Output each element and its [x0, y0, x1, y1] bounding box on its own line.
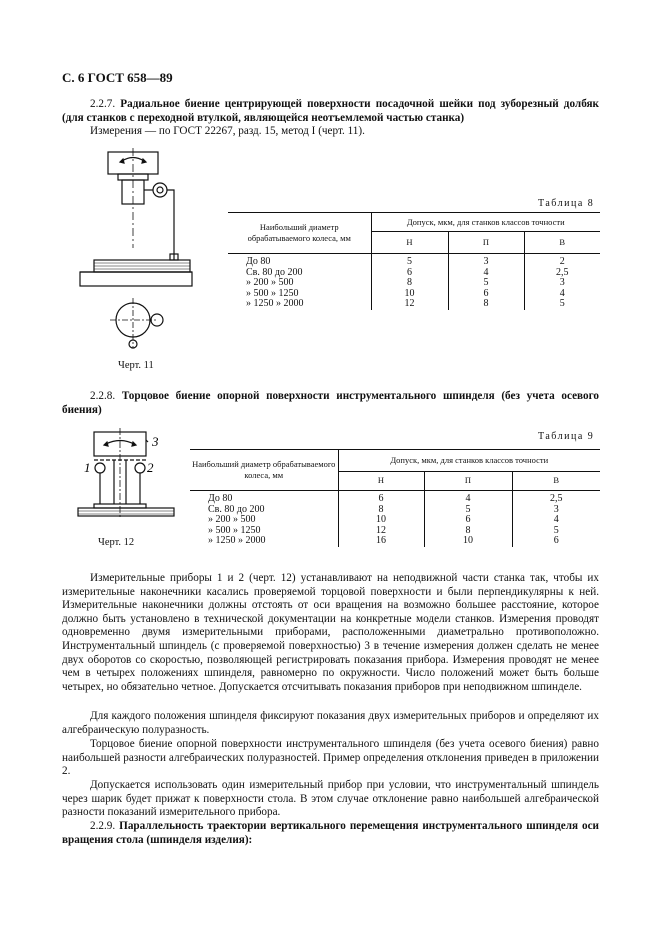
table-8	[228, 212, 600, 310]
table-9-group-header: Допуск, мкм, для станков классов точности	[338, 450, 600, 472]
section-title: Радиальное биение центрирующей поверхности посадочной шейки под зуборезный долбяк (для станков с переходной втулкой, являющейся неотъемлемой частью станка)	[62, 98, 600, 124]
table-cell: 10	[376, 514, 386, 526]
table-cell: 5	[465, 503, 471, 515]
table-8-label: Таблица 8	[538, 198, 595, 209]
section-2-2-8-heading	[62, 390, 599, 417]
table-8-class-p: П	[448, 232, 524, 254]
table-cell: 5	[553, 524, 559, 536]
table-cell: 16	[376, 535, 386, 547]
table-9	[190, 449, 600, 547]
figure-12-drawing	[76, 428, 186, 528]
table-cell: 2	[559, 256, 565, 267]
figure-12-label-3: 3	[152, 434, 159, 449]
table-cell: 8	[465, 524, 471, 536]
table-cell: 4	[559, 287, 565, 299]
table-row-label: До 80	[208, 493, 233, 504]
table-cell: 6	[378, 493, 384, 504]
section-number: 2.2.8.	[90, 390, 116, 402]
table-row-label: » 200 » 500	[208, 514, 256, 526]
table-row-label: » 200 » 500	[246, 277, 294, 289]
table-row-label: » 500 » 1250	[246, 287, 299, 299]
table-cell: 8	[483, 298, 489, 310]
table-cell: 10	[404, 287, 415, 299]
table-cell: 10	[463, 535, 473, 547]
table-row-label: До 80	[246, 256, 271, 267]
table-row-label: Св. 80 до 200	[208, 503, 265, 515]
table-cell: 8	[378, 503, 384, 515]
table-cell: 2,5	[550, 493, 563, 504]
table-row-label: » 1250 » 2000	[246, 298, 304, 310]
table-cell: 4	[483, 266, 489, 278]
page-header: С. 6 ГОСТ 658—89	[62, 70, 173, 85]
figure-12-label-2: 2	[147, 460, 154, 475]
table-cell: 5	[559, 298, 565, 310]
table-cell: 5	[483, 277, 489, 289]
table-cell: 3	[553, 503, 559, 515]
table-cell: 6	[407, 266, 412, 278]
table-8-class-h: Н	[371, 232, 448, 254]
table-9-col1-header: Наибольший диаметр обрабатываемого колеса, мм	[190, 450, 338, 491]
table-8-col1-header: Наибольший диаметр обрабатываемого колеса, мм	[228, 213, 371, 254]
table-cell: 2,5	[556, 266, 569, 278]
table-cell: 6	[553, 535, 559, 547]
section-title: Торцовое биение опорной поверхности инструментального шпинделя (без учета осевого биения)	[62, 390, 600, 416]
table-9-class-h: Н	[338, 471, 424, 490]
section-number: 2.2.7.	[90, 98, 116, 110]
table-8-group-header: Допуск, мкм, для станков классов точности	[371, 213, 600, 232]
table-cell: 4	[553, 514, 559, 526]
table-cell: 4	[465, 493, 471, 504]
figure-12-label-1: 1	[84, 460, 91, 475]
paragraph-1: Измерительные приборы 1 и 2 (черт. 12) устанавливают на неподвижной части станка так, чтобы их измерительные наконечники касались проверяемой торцовой поверхности и были перпендикулярны к ней. Измерительные наконечники должны отстоять от оси вращения на возможно большее расстояние, которое должно быть установлено в технической документации на конкретные модели станков. Измерения проводят одновременно двумя измерительными приборами, расположенными диаметрально противоположно. Инструментальный шпиндель (с проверяемой поверхностью) 3 в течение измерения должен сделать не менее двух оборотов со скоростью, позволяющей регистрировать показания прибора. Измерения проводят не менее чем в четырех положениях шпинделя, равномерно по окружности. Число положений может быть больше четырех, но обязательно четное. Допускается отсчитывать показания приборов при неподвижном шпинделе.	[62, 572, 599, 693]
table-cell: 3	[559, 277, 565, 289]
table-9-class-p: П	[424, 471, 512, 490]
figure-11-drawing	[70, 148, 200, 353]
measurement-reference: Измерения — по ГОСТ 22267, разд. 15, метод I (черт. 11).	[90, 125, 365, 137]
table-row-label: » 500 » 1250	[208, 524, 261, 536]
figure-12-caption: Черт. 12	[98, 537, 135, 548]
table-9-label: Таблица 9	[538, 431, 595, 442]
table-9-class-v: В	[512, 471, 600, 490]
section-2-2-7-heading	[62, 98, 599, 125]
table-row-label: Св. 80 до 200	[246, 266, 303, 278]
paragraph-4: Допускается использовать один измерительный прибор при условии, что инструментальный шпиндель через шарик будет прижат к поверхности стола. В этом случае отклонение равно наибольшей алгебраической разности показаний измерительного прибора.	[62, 779, 599, 819]
table-cell: 8	[407, 277, 412, 289]
section-title: Параллельность траектории вертикального перемещения инструментального шпинделя оси вращения стола (шпинделя изделия):	[62, 820, 599, 846]
table-cell: 3	[483, 256, 489, 267]
table-cell: 5	[407, 256, 412, 267]
paragraph-3: Торцовое биение опорной поверхности инструментального шпинделя (без учета осевого биения) равно наибольшей разности алгебраических полуразностей. Пример определения отклонения приведен в приложении 2.	[62, 738, 599, 778]
paragraph-2: Для каждого положения шпинделя фиксируют показания двух измерительных приборов и определяют их алгебраическую полуразность.	[62, 710, 599, 736]
section-number: 2.2.9.	[90, 820, 116, 832]
table-cell: 6	[483, 287, 489, 299]
section-2-2-9-heading	[62, 820, 599, 847]
table-8-class-v: В	[524, 232, 600, 254]
table-cell: 12	[376, 524, 386, 536]
table-cell: 12	[404, 298, 415, 310]
table-row-label: » 1250 » 2000	[208, 535, 266, 547]
table-cell: 6	[465, 514, 471, 526]
figure-11-caption: Черт. 11	[118, 360, 154, 371]
